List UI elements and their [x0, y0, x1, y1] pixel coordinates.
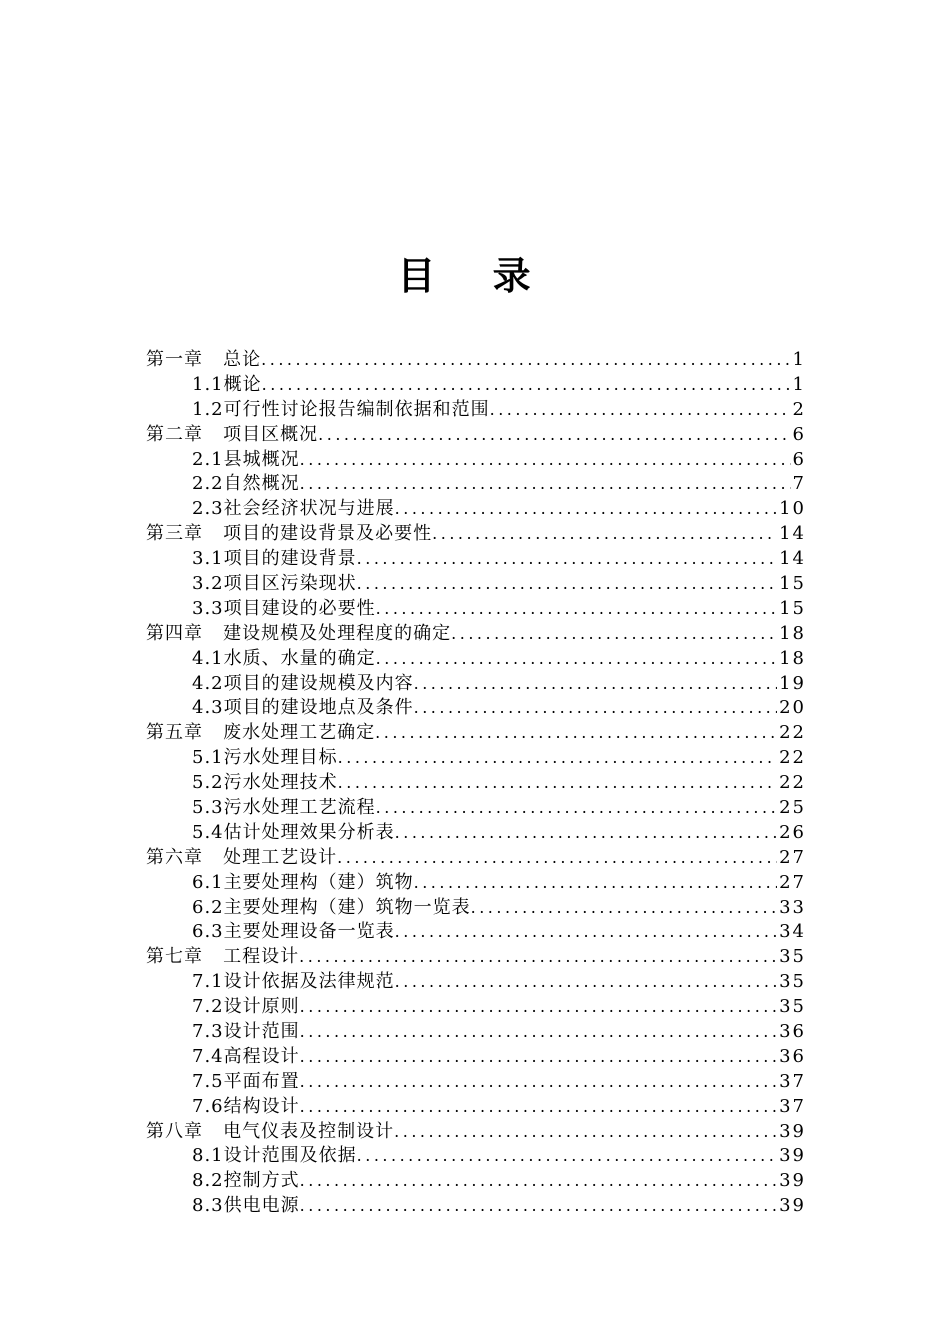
toc-entry-label: 第三章 项目的建设背景及必要性: [146, 523, 433, 545]
toc-dot-leader: [300, 448, 791, 473]
toc-entry-label: 3.1项目的建设背景: [192, 548, 357, 570]
toc-page-number: 19: [779, 672, 806, 694]
toc-dot-leader: [262, 373, 791, 398]
toc-dot-leader: [395, 821, 777, 846]
toc-dot-leader: [414, 696, 777, 721]
toc-dot-leader: [395, 497, 777, 522]
toc-entry-label: 第二章 项目区概况: [146, 423, 319, 445]
toc-page-number: 36: [779, 1045, 806, 1067]
toc-page-number: 34: [779, 921, 806, 943]
toc-page-number: 26: [779, 821, 806, 843]
toc-entry-label: 4.2项目的建设规模及内容: [192, 672, 414, 694]
toc-entry-label: 2.2自然概况: [192, 473, 300, 495]
toc-chapter-entry[interactable]: [146, 522, 806, 547]
toc-page-number: 36: [779, 1021, 806, 1043]
toc-section-entry[interactable]: [146, 696, 806, 721]
toc-page-number: 37: [779, 1070, 806, 1092]
toc-dot-leader: [299, 945, 777, 970]
toc-page-number: 33: [779, 896, 806, 918]
toc-page-number: 6: [792, 423, 806, 445]
toc-dot-leader: [432, 522, 777, 547]
toc-entry-label: 1.2可行性讨论报告编制依据和范围: [192, 398, 490, 420]
toc-section-entry[interactable]: [146, 746, 806, 771]
toc-entry-label: 6.3主要处理设备一览表: [192, 921, 395, 943]
toc-dot-leader: [337, 846, 777, 871]
toc-section-entry[interactable]: [146, 1145, 806, 1170]
toc-page-number: 35: [779, 971, 806, 993]
toc-entry-label: 第四章 建设规模及处理程度的确定: [146, 622, 452, 644]
toc-page-number: 2: [792, 398, 806, 420]
toc-dot-leader: [375, 721, 777, 746]
toc-page-number: 39: [779, 1195, 806, 1217]
toc-entry-label: 4.1水质、水量的确定: [192, 647, 376, 669]
toc-entry-label: 7.4高程设计: [192, 1045, 300, 1067]
toc-section-entry[interactable]: [146, 572, 806, 597]
toc-chapter-entry[interactable]: [146, 423, 806, 448]
toc-dot-leader: [261, 348, 790, 373]
page-title: 目 录: [397, 254, 553, 298]
toc-dot-leader: [300, 1020, 777, 1045]
toc-section-entry[interactable]: [146, 920, 806, 945]
toc-dot-leader: [394, 1120, 777, 1145]
toc-page-number: 22: [779, 772, 806, 794]
toc-dot-leader: [338, 746, 777, 771]
toc-section-entry[interactable]: [146, 672, 806, 697]
toc-section-entry[interactable]: [146, 1070, 806, 1095]
toc-page-number: 25: [779, 797, 806, 819]
toc-entry-label: 7.5平面布置: [192, 1070, 300, 1092]
toc-dot-leader: [451, 622, 777, 647]
toc-page-number: 35: [779, 996, 806, 1018]
toc-dot-leader: [376, 796, 777, 821]
toc-page-number: 1: [792, 348, 806, 370]
toc-page-number: 14: [779, 548, 806, 570]
toc-section-entry[interactable]: [146, 1169, 806, 1194]
toc-section-entry[interactable]: [146, 472, 806, 497]
toc-dot-leader: [414, 871, 777, 896]
toc-page-number: 18: [779, 622, 806, 644]
toc-dot-leader: [300, 1045, 777, 1070]
toc-chapter-entry[interactable]: [146, 348, 806, 373]
toc-section-entry[interactable]: [146, 796, 806, 821]
toc-chapter-entry[interactable]: [146, 945, 806, 970]
toc-dot-leader: [300, 995, 777, 1020]
toc-entry-label: 5.1污水处理目标: [192, 747, 338, 769]
toc-section-entry[interactable]: [146, 647, 806, 672]
toc-entry-label: 8.1设计范围及依据: [192, 1145, 357, 1167]
toc-entry-label: 3.3项目建设的必要性: [192, 597, 376, 619]
toc-dot-leader: [357, 572, 777, 597]
toc-section-entry[interactable]: [146, 896, 806, 921]
toc-entry-label: 7.1设计依据及法律规范: [192, 971, 395, 993]
toc-dot-leader: [300, 1169, 777, 1194]
toc-dot-leader: [395, 970, 777, 995]
toc-dot-leader: [414, 672, 777, 697]
toc-section-entry[interactable]: [146, 871, 806, 896]
toc-section-entry[interactable]: [146, 448, 806, 473]
toc-section-entry[interactable]: [146, 1045, 806, 1070]
toc-entry-label: 1.1概论: [192, 373, 262, 395]
toc-entry-label: 5.4估计处理效果分析表: [192, 821, 395, 843]
toc-page-number: 27: [779, 846, 806, 868]
toc-page-number: 20: [779, 697, 806, 719]
toc-page-number: 7: [792, 473, 806, 495]
toc-dot-leader: [318, 423, 790, 448]
toc-entry-label: 7.3设计范围: [192, 1021, 300, 1043]
toc-section-entry[interactable]: [146, 1194, 806, 1219]
toc-entry-label: 第五章 废水处理工艺确定: [146, 722, 376, 744]
toc-page-number: 22: [779, 747, 806, 769]
toc-page-number: 14: [779, 523, 806, 545]
toc-section-entry[interactable]: [146, 398, 806, 423]
table-of-contents: [146, 348, 806, 1219]
toc-page-number: 27: [779, 871, 806, 893]
toc-page-number: 18: [779, 647, 806, 669]
toc-section-entry[interactable]: [146, 970, 806, 995]
toc-chapter-entry[interactable]: [146, 1120, 806, 1145]
toc-entry-label: 8.2控制方式: [192, 1170, 300, 1192]
toc-dot-leader: [490, 398, 791, 423]
toc-entry-label: 6.2主要处理构（建）筑物一览表: [192, 896, 471, 918]
toc-dot-leader: [357, 547, 777, 572]
toc-entry-label: 8.3供电电源: [192, 1195, 300, 1217]
toc-entry-label: 7.6结构设计: [192, 1095, 300, 1117]
toc-section-entry[interactable]: [146, 597, 806, 622]
toc-entry-label: 第六章 处理工艺设计: [146, 846, 338, 868]
toc-dot-leader: [300, 1070, 777, 1095]
toc-page-number: 39: [779, 1170, 806, 1192]
toc-entry-label: 2.3社会经济状况与进展: [192, 498, 395, 520]
toc-entry-label: 4.3项目的建设地点及条件: [192, 697, 414, 719]
toc-section-entry[interactable]: [146, 1095, 806, 1120]
toc-dot-leader: [376, 647, 777, 672]
toc-page-number: 15: [779, 597, 806, 619]
toc-page-number: 37: [779, 1095, 806, 1117]
toc-entry-label: 5.2污水处理技术: [192, 772, 338, 794]
toc-dot-leader: [357, 1144, 777, 1169]
toc-page-number: 39: [779, 1145, 806, 1167]
toc-page-number: 6: [792, 448, 806, 470]
toc-page-number: 15: [779, 573, 806, 594]
toc-entry-label: 3.2项目区污染现状: [192, 573, 357, 594]
toc-chapter-entry[interactable]: [146, 846, 806, 871]
toc-dot-leader: [471, 896, 777, 921]
toc-section-entry[interactable]: [146, 771, 806, 796]
toc-page-number: 35: [779, 946, 806, 968]
toc-dot-leader: [300, 1194, 777, 1219]
toc-section-entry[interactable]: [146, 497, 806, 522]
toc-page-number: 22: [779, 722, 806, 744]
toc-section-entry[interactable]: [146, 547, 806, 572]
toc-page-number: 1: [792, 373, 806, 395]
toc-page-number: 10: [779, 498, 806, 520]
toc-entry-label: 2.1县城概况: [192, 448, 300, 470]
toc-entry-label: 第一章 总论: [146, 348, 262, 370]
toc-dot-leader: [376, 597, 777, 622]
toc-dot-leader: [300, 472, 791, 497]
toc-chapter-entry[interactable]: [146, 622, 806, 647]
toc-section-entry[interactable]: [146, 995, 806, 1020]
toc-dot-leader: [395, 920, 777, 945]
toc-entry-label: 第七章 工程设计: [146, 946, 300, 968]
toc-entry-label: 6.1主要处理构（建）筑物: [192, 871, 414, 893]
toc-section-entry[interactable]: [146, 373, 806, 398]
toc-page-number: 39: [779, 1120, 806, 1142]
toc-entry-label: 5.3污水处理工艺流程: [192, 797, 376, 819]
toc-section-entry[interactable]: [146, 1020, 806, 1045]
toc-section-entry[interactable]: [146, 821, 806, 846]
toc-entry-label: 第八章 电气仪表及控制设计: [146, 1120, 395, 1142]
toc-chapter-entry[interactable]: [146, 721, 806, 746]
toc-dot-leader: [338, 771, 777, 796]
toc-entry-label: 7.2设计原则: [192, 996, 300, 1018]
toc-dot-leader: [300, 1095, 777, 1120]
